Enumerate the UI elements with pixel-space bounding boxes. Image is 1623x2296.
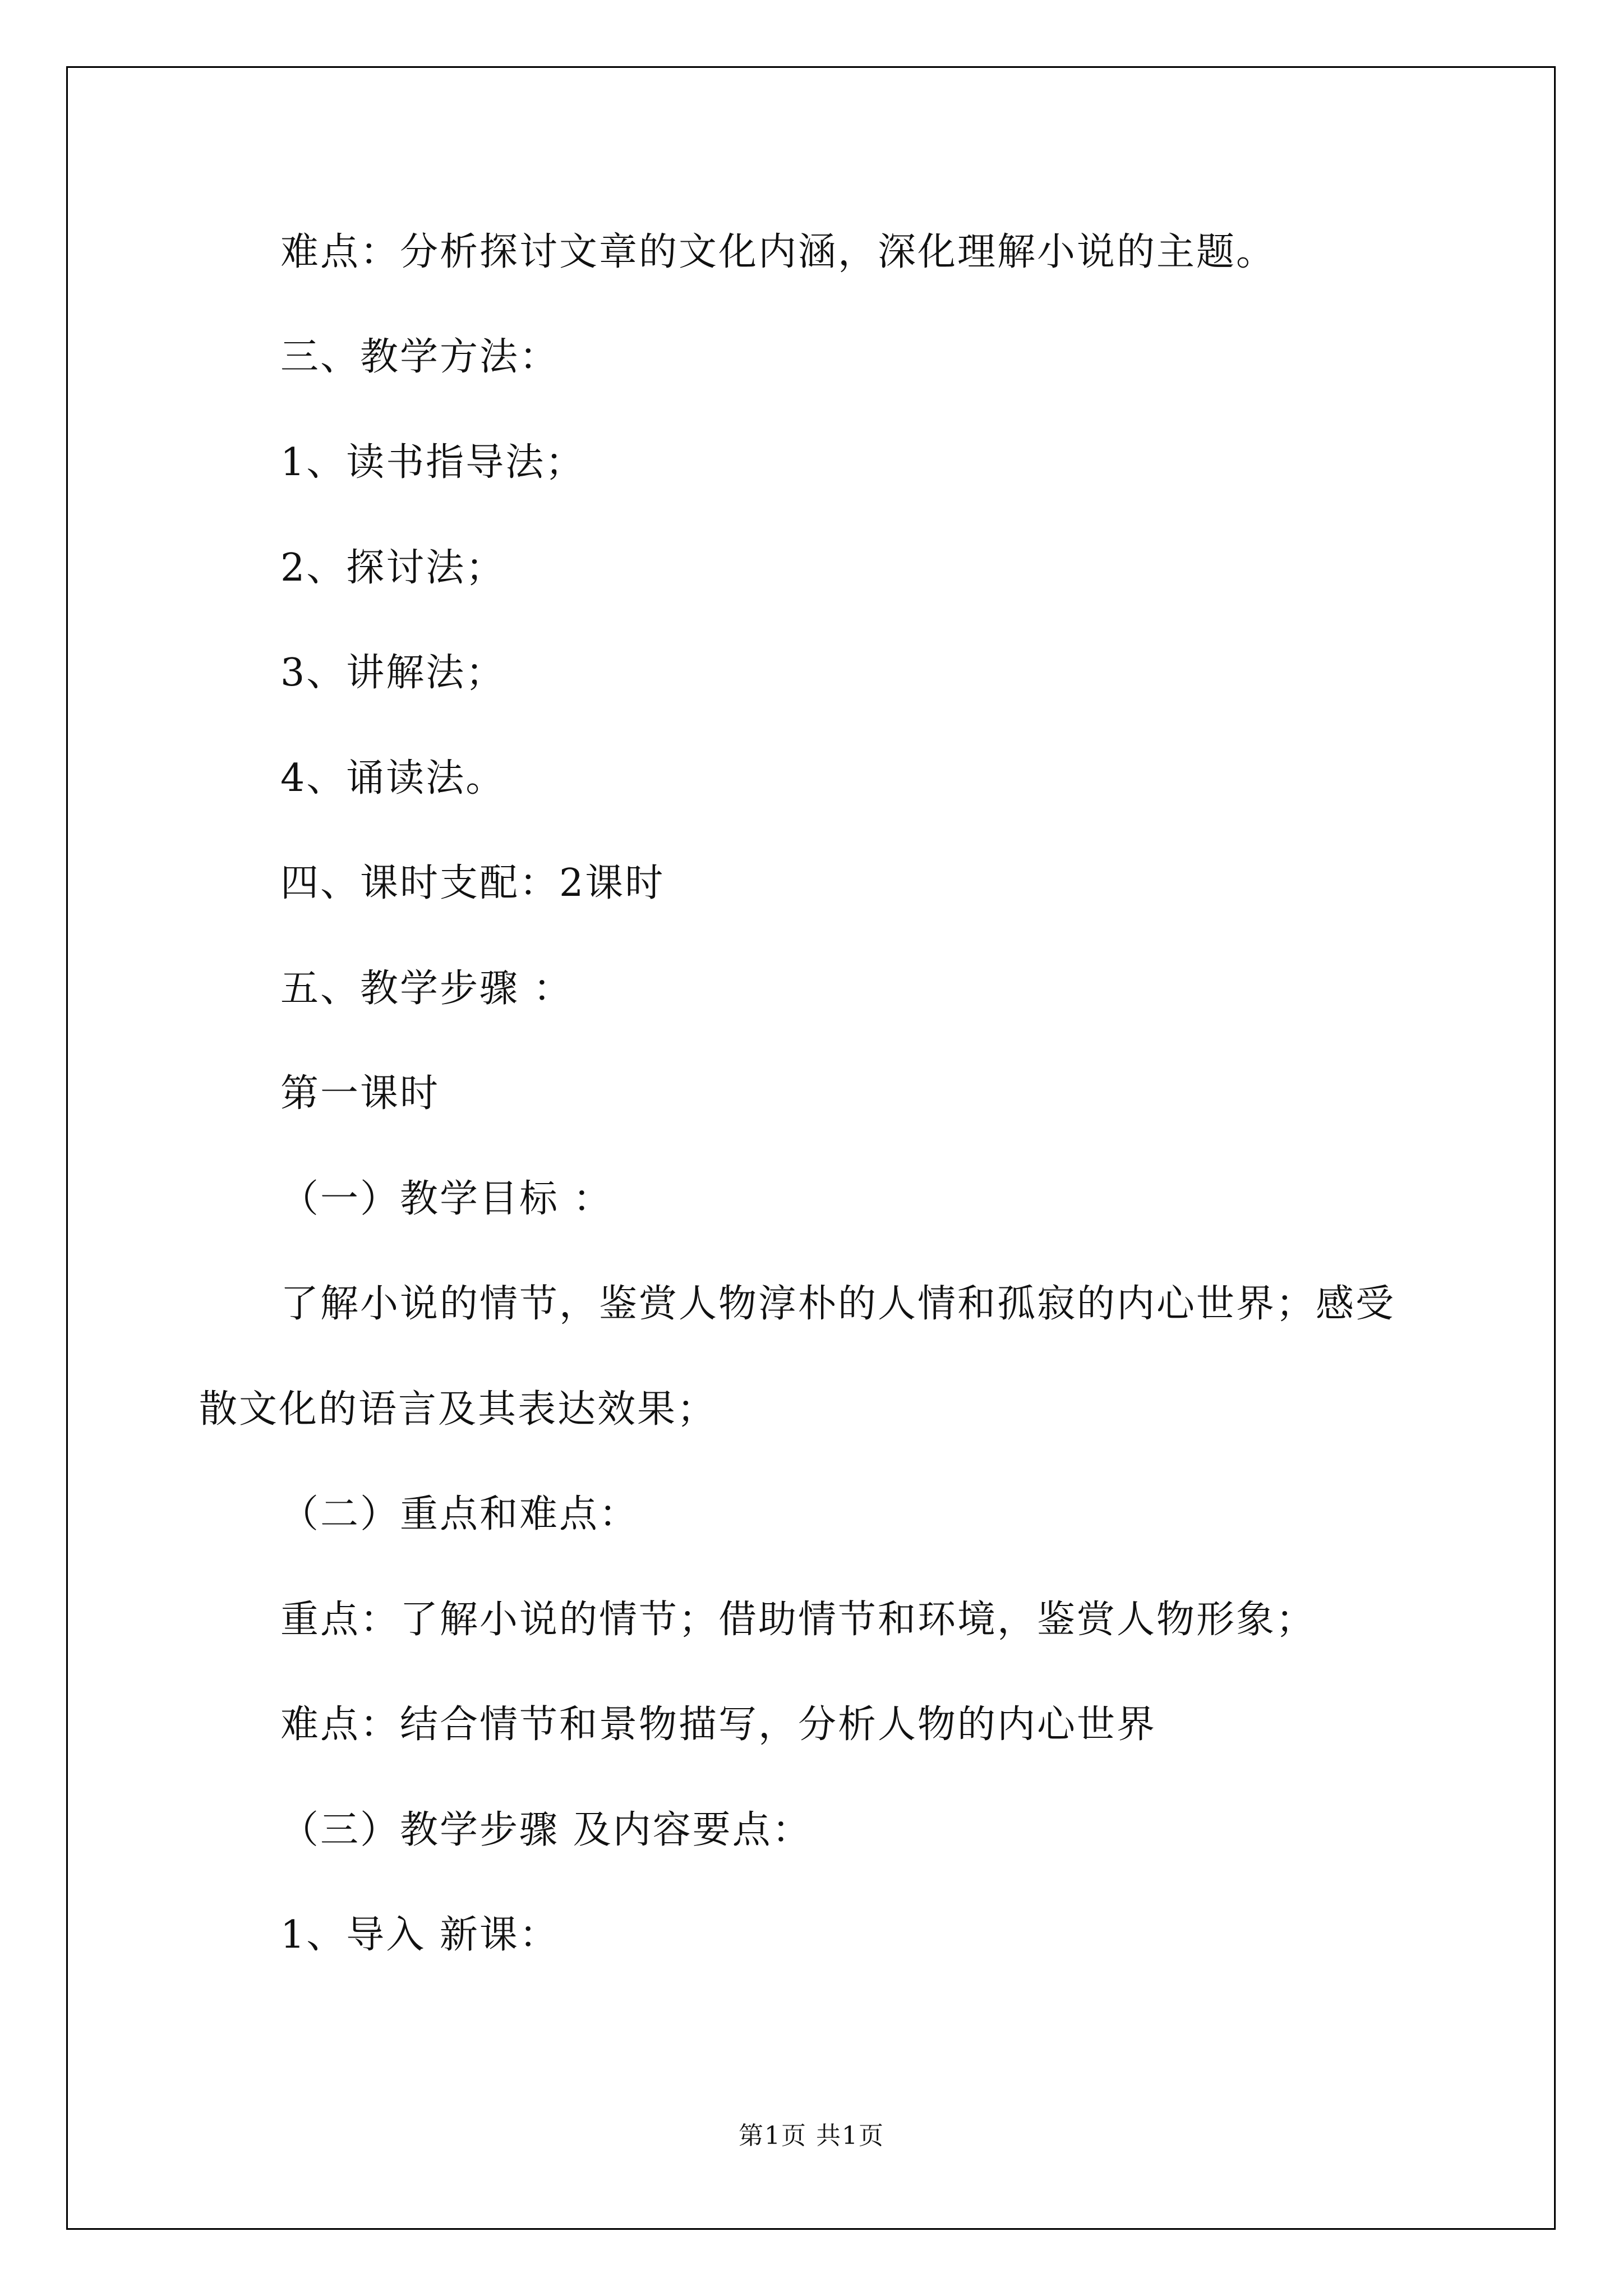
subheading-key-difficult-points: （二）重点和难点： [280, 1492, 639, 1536]
heading-teaching-methods: 三、教学方法： [280, 335, 560, 379]
heading-class-hours: 四、课时支配：2课时 [280, 861, 665, 905]
page-border [66, 66, 1556, 2230]
subheading-steps-and-content: （三）教学步骤 及内容要点： [280, 1808, 812, 1852]
list-item-method-2: 2、探讨法； [280, 546, 506, 590]
page-number-footer: 第1页 共1页 [739, 2122, 884, 2150]
heading-teaching-steps: 五、教学步骤 ： [280, 967, 573, 1011]
heading-first-lesson: 第一课时 [280, 1071, 440, 1116]
list-item-introduction: 1、导入 新课： [280, 1913, 559, 1957]
paragraph-key-point: 重点：了解小说的情节；借助情节和环境，鉴赏人物形象； [280, 1598, 1316, 1642]
list-item-method-3: 3、讲解法； [280, 651, 506, 695]
list-item-method-1: 1、读书指导法； [280, 440, 585, 485]
paragraph-difficulty-theme: 难点：分析探讨文章的文化内涵，深化理解小说的主题。 [280, 230, 1276, 274]
paragraph-goals-line-1: 了解小说的情节，鉴赏人物淳朴的人情和孤寂的内心世界；感受 [280, 1282, 1396, 1326]
subheading-teaching-goals: （一）教学目标 ： [280, 1177, 613, 1221]
paragraph-difficult-point: 难点：结合情节和景物描写，分析人物的内心世界 [280, 1703, 1157, 1747]
list-item-method-4: 4、诵读法。 [280, 756, 506, 800]
paragraph-goals-line-2: 散文化的语言及其表达效果； [199, 1387, 717, 1432]
